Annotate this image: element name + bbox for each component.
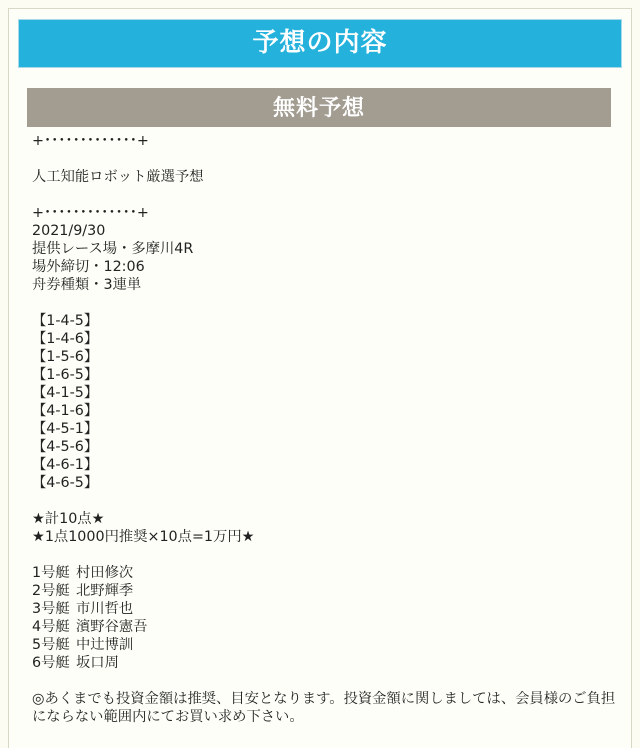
- combination-item: 【1-4-6】: [32, 331, 99, 347]
- boat-number: 6号艇: [32, 655, 70, 671]
- blank-line: [32, 546, 617, 564]
- combination-item: 【4-1-5】: [32, 385, 99, 401]
- forecast-total: ★計10点★: [32, 511, 105, 527]
- forecast-date: 2021/9/30: [32, 223, 106, 239]
- combination-item: 【1-5-6】: [32, 349, 99, 365]
- boat-row: [32, 564, 617, 582]
- blank-line: [32, 150, 617, 168]
- blank-line: [32, 492, 617, 510]
- racer-name: 中辻博訓: [76, 637, 134, 653]
- boat-list: [32, 564, 617, 672]
- boat-row: [32, 654, 617, 672]
- racer-name: 坂口周: [76, 655, 119, 671]
- blank-line: [32, 186, 617, 204]
- page-title: 予想の内容: [18, 19, 622, 68]
- combination-item: 【4-6-5】: [32, 475, 99, 491]
- racer-name: 濱野谷憲吾: [76, 619, 148, 635]
- combination-item: 【4-6-1】: [32, 457, 99, 473]
- combination-item: 【4-5-1】: [32, 421, 99, 437]
- combination-item: 【1-4-5】: [32, 313, 99, 329]
- boat-row: [32, 636, 617, 654]
- racer-name: 北野輝季: [76, 583, 134, 599]
- forecast-ticket-type: 舟券種類・3連単: [32, 277, 142, 293]
- boat-number: 4号艇: [32, 619, 70, 635]
- boat-number: 2号艇: [32, 583, 70, 599]
- boat-row: [32, 600, 617, 618]
- boat-number: 5号艇: [32, 637, 70, 653]
- section-title: 無料予想: [27, 88, 611, 127]
- boat-row: [32, 618, 617, 636]
- forecast-venue: 提供レース場・多摩川4R: [32, 241, 194, 257]
- racer-name: 村田修次: [76, 565, 134, 581]
- separator-bottom: +･････････････+: [32, 205, 149, 221]
- blank-line: [32, 672, 617, 690]
- boat-number: 1号艇: [32, 565, 70, 581]
- forecast-body: [32, 132, 617, 726]
- separator-top: +･････････････+: [32, 133, 149, 149]
- combination-item: 【4-5-6】: [32, 439, 99, 455]
- combination-item: 【1-6-5】: [32, 367, 99, 383]
- boat-number: 3号艇: [32, 601, 70, 617]
- blank-line: [32, 294, 617, 312]
- combination-item: 【4-1-6】: [32, 403, 99, 419]
- forecast-deadline: 場外締切・12:06: [32, 259, 145, 275]
- forecast-heading: 人工知能ロボット厳選予想: [32, 169, 204, 185]
- boat-row: [32, 582, 617, 600]
- racer-name: 市川哲也: [76, 601, 134, 617]
- forecast-recommendation: ★1点1000円推奨×10点=1万円★: [32, 529, 255, 545]
- investment-note: ◎あくまでも投資金額は推奨、目安となります。投資金額に関しましては、会員様のご負担にならない範囲内にてお買い求め下さい。: [32, 691, 616, 725]
- combination-list: [32, 312, 617, 492]
